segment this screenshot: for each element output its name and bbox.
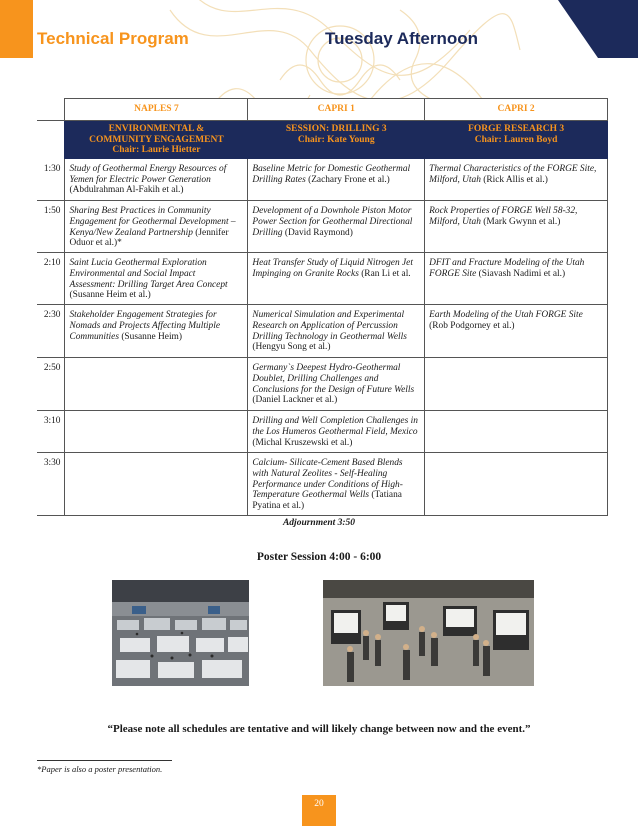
table-row xyxy=(37,253,608,305)
paper-authors: (Hengyu Song et al.) xyxy=(252,342,331,353)
paper-cell xyxy=(65,201,248,253)
time-slot: 1:30 xyxy=(37,159,65,201)
paper-authors: (Mark Gwynn et al.) xyxy=(483,217,561,227)
section-title: Technical Program xyxy=(37,29,189,48)
paper-authors: (Abdulrahman Al-Fakih et al.) xyxy=(69,185,184,196)
paper-cell xyxy=(248,253,425,305)
session-environmental xyxy=(65,121,248,159)
table-row xyxy=(37,201,608,253)
page-number: 20 xyxy=(302,795,336,826)
paper-cell xyxy=(65,305,248,358)
paper-authors: (Siavash Nadimi et al.) xyxy=(478,269,566,279)
paper-title: Numerical Simulation and Experimental Research on Application of Percussion Drilling Technology in Geothermal Wells xyxy=(252,310,407,342)
paper-title: Saint Lucia Geothermal Exploration Environmental and Social Impact Assessment: Drilling Target Area Concept xyxy=(69,258,228,290)
table-row xyxy=(37,411,608,453)
poster-session-photo xyxy=(323,580,534,686)
table-row xyxy=(37,159,608,201)
paper-title: Development of a Downhole Piston Motor Power Section for Geothermal Directional Drilling xyxy=(252,206,413,238)
paper-title: Earth Modeling of the Utah FORGE Site xyxy=(429,310,583,321)
time-column-header xyxy=(37,99,65,121)
paper-authors: (Jennifer Oduor et al.)* xyxy=(69,227,229,249)
paper-cell xyxy=(248,159,425,201)
table-row xyxy=(37,358,608,411)
paper-title: Thermal Characteristics of the FORGE Site, Milford, Utah xyxy=(429,163,597,185)
paper-title: Calcium- Silicate-Cement Based Blends with Natural Zeolites - Self-Healing Performance under Conditions of High-Temperature Geothermal Wells xyxy=(252,458,403,501)
time-slot: 3:10 xyxy=(37,411,65,453)
paper-title: Rock Properties of FORGE Well 58-32, Milford, Utah xyxy=(429,206,578,227)
paper-cell xyxy=(65,159,248,201)
paper-authors: (Susanne Heim et al.) xyxy=(69,290,151,301)
room-naples-7: NAPLES 7 xyxy=(65,99,248,121)
table-row xyxy=(37,453,608,516)
paper-cell xyxy=(248,305,425,358)
paper-cell xyxy=(248,411,425,453)
paper-title: Sharing Best Practices in Community Engagement for Geothermal Development – Kenya/New Zealand Partnership xyxy=(69,206,236,238)
room-capri-1: CAPRI 1 xyxy=(248,99,425,121)
poster-session-title: Poster Session 4:00 - 6:00 xyxy=(256,551,382,563)
paper-cell xyxy=(248,358,425,411)
time-slot: 3:30 xyxy=(37,453,65,516)
session-header-row xyxy=(37,121,608,159)
session-title: FORGE RESEARCH 3 xyxy=(468,124,565,134)
paper-cell xyxy=(248,201,425,253)
paper-title: DFIT and Fracture Modeling of the Utah FORGE Site xyxy=(429,258,585,279)
adjournment-note: Adjournment 3:50 xyxy=(282,518,356,528)
footnote: *Paper is also a poster presentation. xyxy=(37,764,163,774)
exhibit-hall-photo xyxy=(112,580,249,686)
session-forge-research-3 xyxy=(425,121,608,159)
session-chair: Chair: Laurie Hietter xyxy=(112,145,201,156)
orange-corner-tab xyxy=(0,0,33,58)
paper-title: Germany`s Deepest Hydro-Geothermal Doublet, Drilling Challenges and Conclusions for the Design of Future Wells xyxy=(252,363,415,395)
paper-cell xyxy=(425,305,608,358)
paper-title: Heat Transfer Study of Liquid Nitrogen Jet Impinging on Granite Rocks xyxy=(252,258,413,279)
paper-title: Study of Geothermal Energy Resources of Yemen for Electric Power Generation xyxy=(69,163,227,185)
time-column-spacer xyxy=(37,121,65,159)
footnote-divider xyxy=(37,760,172,761)
paper-cell xyxy=(425,201,608,253)
paper-authors: (David Raymond) xyxy=(284,227,353,238)
day-title: Tuesday Afternoon xyxy=(325,29,479,48)
room-header-row xyxy=(37,99,608,121)
session-chair: Chair: Kate Young xyxy=(297,134,375,145)
session-title: SESSION: DRILLING 3 xyxy=(285,124,387,134)
paper-cell xyxy=(65,453,248,516)
paper-authors: (Daniel Lackner et al.) xyxy=(252,395,338,406)
schedule-disclaimer: “Please note all schedules are tentative and will likely change between now and the event.” xyxy=(107,723,531,735)
navy-corner-tab xyxy=(558,0,638,58)
paper-authors: (Zachary Frone et al.) xyxy=(308,174,390,185)
paper-authors: (Rob Podgorney et al.) xyxy=(429,321,515,331)
paper-authors: (Susanne Heim) xyxy=(121,331,182,342)
paper-cell xyxy=(425,358,608,411)
paper-cell xyxy=(65,358,248,411)
paper-authors: (Michal Kruszewski et al.) xyxy=(252,437,353,448)
paper-authors: (Ran Li et al. xyxy=(361,269,411,279)
paper-cell xyxy=(425,453,608,516)
paper-cell xyxy=(425,411,608,453)
schedule-table xyxy=(37,98,608,516)
table-row xyxy=(37,305,608,358)
time-slot: 2:50 xyxy=(37,358,65,411)
paper-cell xyxy=(65,253,248,305)
time-slot: 1:50 xyxy=(37,201,65,253)
session-drilling-3 xyxy=(248,121,425,159)
paper-title: Baseline Metric for Domestic Geothermal Drilling Rates xyxy=(252,163,411,185)
time-slot: 2:30 xyxy=(37,305,65,358)
paper-cell xyxy=(65,411,248,453)
paper-title: Stakeholder Engagement Strategies for Nomads and Projects Affecting Multiple Communities xyxy=(69,310,220,342)
paper-authors: (Tatiana Pyatina et al.) xyxy=(252,490,402,511)
session-chair: Chair: Lauren Boyd xyxy=(474,134,558,145)
paper-cell xyxy=(248,453,425,516)
paper-cell xyxy=(425,159,608,201)
paper-authors: (Rick Allis et al.) xyxy=(483,174,548,185)
paper-cell xyxy=(425,253,608,305)
session-title: COMMUNITY ENGAGEMENT xyxy=(89,134,224,145)
session-title: ENVIRONMENTAL & xyxy=(108,124,205,134)
room-capri-2: CAPRI 2 xyxy=(425,99,608,121)
paper-title: Drilling and Well Completion Challenges in the Los Humeros Geothermal Field, Mexico xyxy=(252,416,418,437)
time-slot: 2:10 xyxy=(37,253,65,305)
